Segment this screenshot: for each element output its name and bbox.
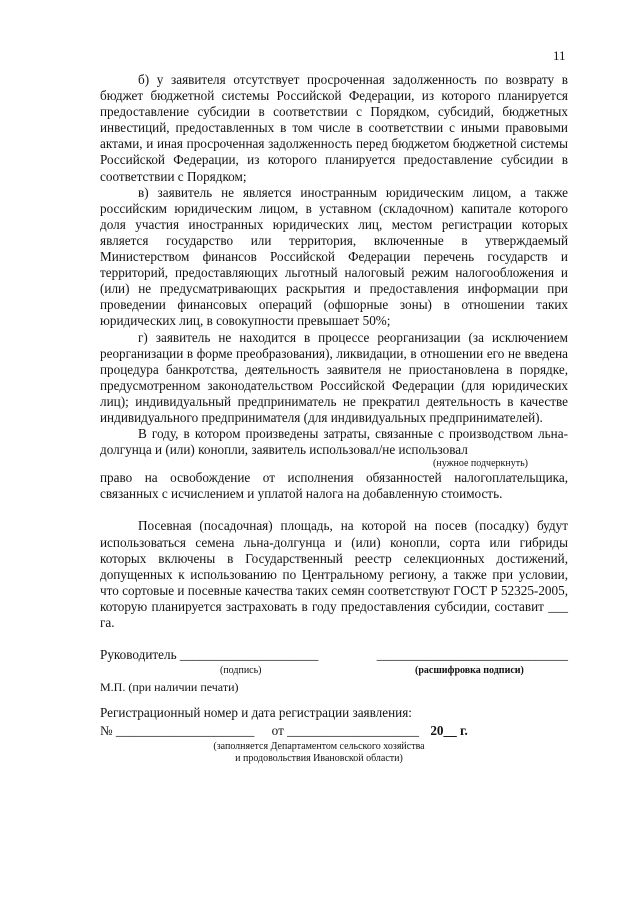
signature-note: (подпись): [220, 665, 262, 677]
paragraph-area: Посевная (посадочная) площадь, на которой на посев (посадку) будут использоваться семена льна-долгунца и (или) конопли, сорта или гибриды которых включены в Государственный реестр селекционных достижений, допущенных к использованию по Центральному региону, а также при условии, что сортовые и посевные качества таких семян соответствуют ГОСТ Р 52325-2005, которую планируется застраховать в году предоставления субсидии, составит ___ га.: [100, 518, 568, 630]
page-number: 11: [553, 48, 566, 63]
stamp-note: М.П. (при наличии печати): [100, 680, 239, 695]
registration-row: [100, 723, 568, 741]
paragraph-b: б) у заявителя отсутствует просроченная задолженность по возврату в бюджет бюджетной системы Российской Федерации, из которого планируется предоставление субсидии в соответствии с Порядком, субсидий, бюджетных инвестиций, предоставленных в том числе в соответствии с иными правовыми актами, и иная просроченная задолженность перед бюджетом бюджетной системы Российской Федерации, из которого планируется предоставление субсидии в соответствии с Порядком;: [100, 72, 568, 184]
decode-note: (расшифровка подписи): [415, 665, 524, 677]
number-line: _____________________: [115, 723, 255, 739]
paragraph-v: в) заявитель не является иностранным юридическим лицом, а также российским юридическим лицом, в уставном (складочном) капитале которого доля участия иностранных юридических лиц, местом регистрации которых является государство или территория, включенные в утверждаемый Министерством финансов Российской Федерации перечень государств и территорий, предоставляющих льготный налоговый режим налогообложения и (или) не предусматривающих раскрытия и предоставления информации при проведении финансовых операций (офшорные зоны) в отношении таких юридических лиц, в совокупности превышает 50%;: [100, 184, 568, 329]
underline-note: (нужное подчеркнуть): [433, 458, 528, 470]
registration-note-2: и продовольствия Ивановской области): [235, 753, 403, 765]
paragraph-right: право на освобождение от исполнения обязанностей налогоплательщика, связанных с исчислением и уплатой налога на добавленную стоимость.: [100, 470, 568, 502]
number-label: №: [100, 723, 113, 739]
signature-line: _____________________: [179, 647, 319, 663]
registration-title: Регистрационный номер и дата регистрации заявления:: [100, 705, 412, 721]
year-text: 20__ г.: [430, 723, 468, 739]
paragraph-year: В году, в котором произведены затраты, связанные с производством льна-долгунца и (или) конопли, заявитель использовал/не использовал: [100, 426, 568, 458]
signature-row: [100, 647, 568, 665]
paragraph-g: г) заявитель не находится в процессе реорганизации (за исключением реорганизации в форме преобразования), ликвидации, в отношении его не введена процедура банкротства, деятельность заявителя не приостановлена в порядке, предусмотренном законодательством Российской Федерации (для юридических лиц); индивидуальный предприниматель не прекратил деятельность в качестве индивидуального предпринимателя (для индивидуальных предпринимателей).: [100, 329, 568, 425]
document-body: [100, 72, 568, 765]
from-label: от: [271, 723, 284, 739]
decode-line: _____________________________: [376, 647, 568, 663]
date-line: ____________________: [287, 723, 420, 739]
signature-notes: [100, 665, 568, 679]
registration-note-1: (заполняется Департаментом сельского хозяйства: [213, 741, 425, 753]
head-label: Руководитель: [100, 647, 177, 663]
